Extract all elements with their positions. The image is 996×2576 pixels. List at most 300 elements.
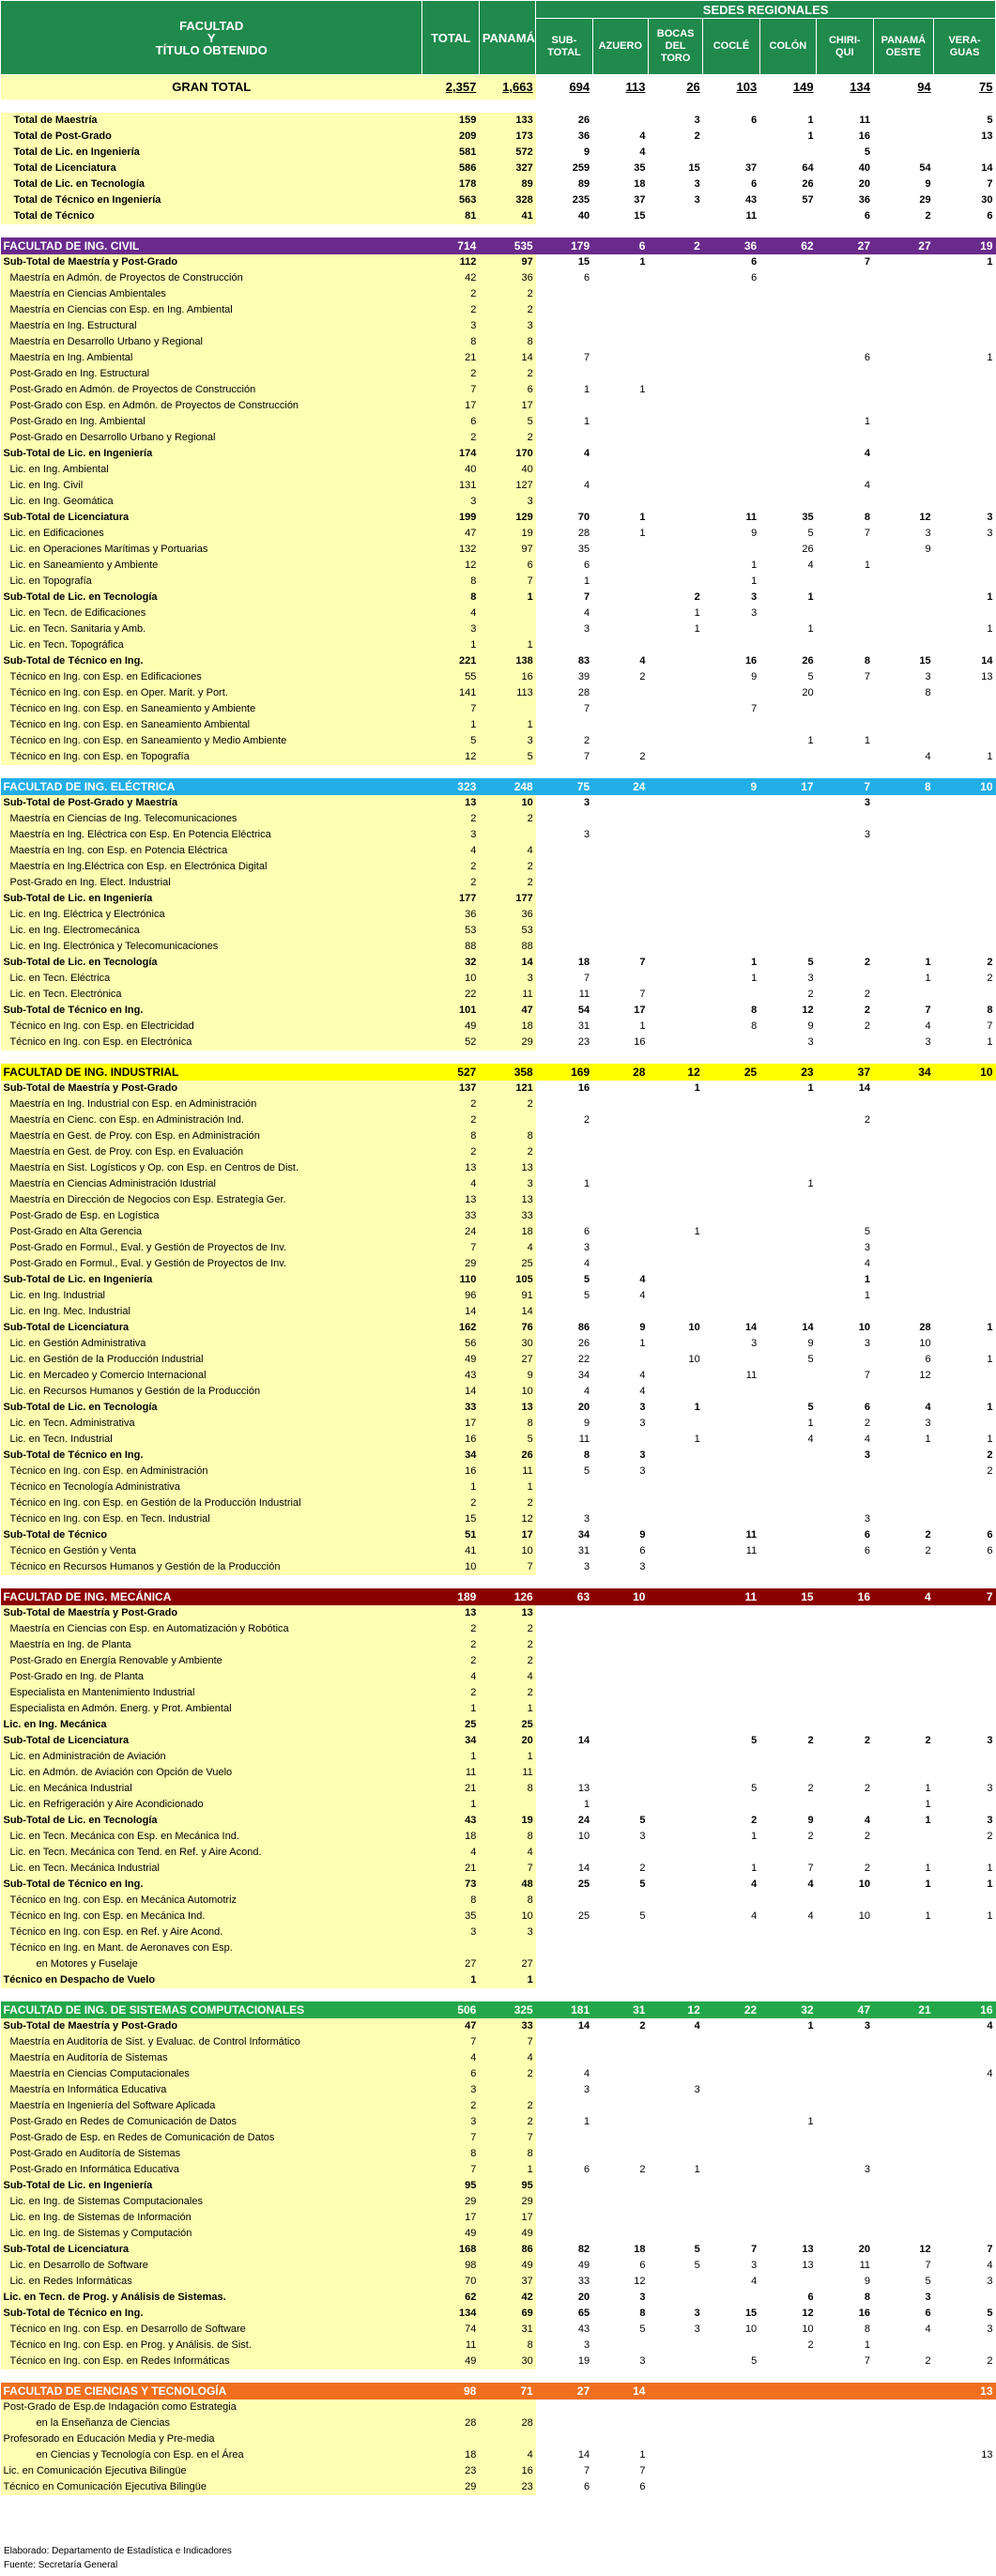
table-row bbox=[1, 302, 996, 318]
value-cell: 13 bbox=[422, 1605, 479, 1621]
value-cell: 2 bbox=[925, 1529, 931, 1541]
value-cell bbox=[873, 1511, 934, 1527]
value-cell bbox=[648, 318, 702, 334]
value-cell: 3 bbox=[694, 2323, 700, 2335]
value-cell: 36 bbox=[479, 907, 535, 923]
value-cell bbox=[703, 1685, 759, 1701]
value-cell: 7 bbox=[584, 591, 590, 603]
value-cell: 26 bbox=[802, 655, 814, 667]
table-row bbox=[1, 542, 996, 558]
value-cell: 21 bbox=[422, 350, 479, 366]
value-cell bbox=[817, 1749, 873, 1765]
value-cell: 12 bbox=[648, 2001, 702, 2018]
table-row bbox=[1, 1224, 996, 1240]
value-cell: 3 bbox=[639, 1418, 646, 1429]
value-cell bbox=[759, 318, 816, 334]
value-cell bbox=[873, 2463, 934, 2479]
value-cell bbox=[817, 2098, 873, 2114]
value-cell: 159 bbox=[422, 113, 479, 129]
value-cell bbox=[817, 318, 873, 334]
value-cell bbox=[536, 462, 592, 478]
value-cell: 8 bbox=[479, 334, 535, 350]
value-cell bbox=[759, 2146, 816, 2162]
value-cell bbox=[934, 2162, 996, 2178]
value-cell: 4 bbox=[479, 1240, 535, 1256]
value-cell: 1 bbox=[639, 384, 646, 395]
value-cell: 179 bbox=[536, 238, 592, 254]
value-cell: 358 bbox=[479, 1064, 535, 1081]
row-label: Lic. en Mercadeo y Comercio Internacional bbox=[1, 1368, 422, 1384]
value-cell: 8 bbox=[479, 2338, 535, 2354]
value-cell: 29 bbox=[422, 2479, 479, 2495]
value-cell bbox=[759, 2383, 816, 2400]
header-sedes-regionales: SEDES REGIONALES bbox=[536, 1, 996, 19]
value-cell bbox=[873, 2400, 934, 2415]
value-cell: 4 bbox=[422, 2050, 479, 2066]
table-row bbox=[1, 113, 996, 129]
value-cell: 3 bbox=[584, 1513, 590, 1525]
value-cell bbox=[536, 1637, 592, 1653]
value-cell: 18 bbox=[577, 957, 590, 968]
row-label: Lic. en Tecn. Sanitaria y Amb. bbox=[1, 621, 422, 637]
table-row bbox=[1, 749, 996, 765]
table-row bbox=[1, 811, 996, 827]
value-cell: 13 bbox=[981, 130, 993, 142]
value-cell bbox=[648, 653, 702, 669]
value-cell: 586 bbox=[422, 161, 479, 176]
value-cell: 62 bbox=[422, 2290, 479, 2306]
value-cell bbox=[592, 2050, 648, 2066]
value-cell bbox=[873, 1096, 934, 1112]
value-cell bbox=[536, 1128, 592, 1144]
value-cell bbox=[817, 843, 873, 859]
value-cell bbox=[817, 2114, 873, 2130]
value-cell bbox=[873, 254, 934, 270]
value-cell: 4 bbox=[864, 448, 870, 459]
value-cell bbox=[536, 2400, 592, 2415]
value-cell bbox=[873, 334, 934, 350]
value-cell bbox=[873, 286, 934, 302]
value-cell: 714 bbox=[422, 238, 479, 254]
value-cell bbox=[873, 1845, 934, 1861]
value-cell bbox=[759, 1845, 816, 1861]
value-cell: 2 bbox=[987, 973, 993, 984]
row-label: Técnico en Recursos Humanos y Gestión de la Producción bbox=[1, 1559, 422, 1575]
value-cell bbox=[759, 1940, 816, 1956]
value-cell: 36 bbox=[577, 130, 590, 142]
value-cell: 41 bbox=[422, 1543, 479, 1559]
value-cell bbox=[703, 1144, 759, 1160]
table-row bbox=[1, 2226, 996, 2242]
value-cell: 14 bbox=[479, 1304, 535, 1320]
value-cell: 34 bbox=[422, 1733, 479, 1749]
value-cell bbox=[873, 574, 934, 590]
row-label: Maestría en Desarrollo Urbano y Regional bbox=[1, 334, 422, 350]
value-cell: 14 bbox=[577, 2449, 590, 2461]
value-cell: 5 bbox=[987, 2308, 993, 2319]
value-cell bbox=[648, 286, 702, 302]
value-cell: 1 bbox=[807, 115, 814, 126]
value-cell bbox=[648, 1096, 702, 1112]
value-cell: 7 bbox=[925, 1004, 931, 1016]
value-cell: 7 bbox=[864, 1370, 870, 1381]
value-cell bbox=[703, 2479, 759, 2495]
value-cell bbox=[873, 1637, 934, 1653]
value-cell: 29 bbox=[479, 2194, 535, 2210]
table-row bbox=[1, 1829, 996, 1845]
value-cell: 2 bbox=[925, 2355, 931, 2367]
value-cell bbox=[873, 2479, 934, 2495]
row-label: Total de Lic. en Ingeniería bbox=[1, 145, 422, 161]
value-cell: 7 bbox=[584, 2465, 590, 2476]
value-cell: 4 bbox=[864, 1434, 870, 1445]
value-cell: 1 bbox=[639, 1020, 646, 1032]
value-cell bbox=[422, 1940, 479, 1956]
value-cell bbox=[648, 1717, 702, 1733]
row-label: en Ciencias y Tecnología con Esp. en el Área bbox=[1, 2447, 422, 2463]
value-cell: 4 bbox=[422, 1669, 479, 1685]
value-cell bbox=[703, 637, 759, 653]
value-cell: 16 bbox=[479, 2463, 535, 2479]
value-cell bbox=[817, 1144, 873, 1160]
value-cell bbox=[759, 414, 816, 430]
value-cell bbox=[536, 1192, 592, 1208]
table-row bbox=[1, 1035, 996, 1050]
value-cell: 2 bbox=[639, 751, 646, 762]
value-cell: 12 bbox=[634, 2276, 646, 2287]
value-cell bbox=[648, 1336, 702, 1352]
value-cell: 13 bbox=[422, 795, 479, 811]
faculty-row bbox=[1, 2383, 996, 2400]
value-cell bbox=[648, 510, 702, 526]
value-cell bbox=[648, 334, 702, 350]
value-cell: 4 bbox=[751, 1910, 758, 1922]
value-cell: 3 bbox=[751, 2260, 758, 2271]
table-row bbox=[1, 1112, 996, 1128]
value-cell: 3 bbox=[422, 1924, 479, 1940]
value-cell bbox=[648, 1940, 702, 1956]
row-label: Post-Grado en Desarrollo Urbano y Regional bbox=[1, 430, 422, 446]
value-cell bbox=[536, 875, 592, 891]
value-cell: 3 bbox=[584, 623, 590, 635]
value-cell: 327 bbox=[479, 161, 535, 176]
value-cell: 1 bbox=[987, 591, 993, 603]
value-cell bbox=[703, 1765, 759, 1781]
value-cell: 1 bbox=[639, 256, 646, 268]
row-label: Post-Grado en Redes de Comunicación de Datos bbox=[1, 2114, 422, 2130]
table-row bbox=[1, 1924, 996, 1940]
value-cell bbox=[934, 145, 996, 161]
value-cell bbox=[703, 1495, 759, 1511]
value-cell bbox=[648, 2066, 702, 2082]
value-cell bbox=[592, 923, 648, 939]
value-cell: 16 bbox=[744, 655, 758, 667]
value-cell: 328 bbox=[479, 192, 535, 208]
value-cell: 1 bbox=[807, 2020, 814, 2032]
value-cell bbox=[536, 2146, 592, 2162]
value-cell bbox=[536, 637, 592, 653]
value-cell bbox=[703, 2114, 759, 2130]
value-cell bbox=[934, 1240, 996, 1256]
table-row bbox=[1, 1621, 996, 1637]
value-cell bbox=[873, 1701, 934, 1717]
table-row bbox=[1, 2258, 996, 2274]
value-cell: 3 bbox=[864, 2020, 870, 2032]
table-row bbox=[1, 1877, 996, 1893]
value-cell: 36 bbox=[422, 907, 479, 923]
value-cell: 29 bbox=[422, 1256, 479, 1272]
value-cell: 12 bbox=[802, 1004, 814, 1016]
row-label: Maestría en Ciencias con Esp. en Ing. Ambiental bbox=[1, 302, 422, 318]
value-cell bbox=[536, 2415, 592, 2431]
value-cell bbox=[873, 907, 934, 923]
value-cell: 3 bbox=[987, 528, 993, 539]
table-row bbox=[1, 1653, 996, 1669]
value-cell: 14 bbox=[479, 350, 535, 366]
value-cell: 89 bbox=[577, 178, 590, 190]
value-cell: 3 bbox=[639, 1465, 646, 1477]
value-cell: 53 bbox=[479, 923, 535, 939]
value-cell bbox=[703, 1208, 759, 1224]
value-cell bbox=[703, 478, 759, 494]
value-cell bbox=[592, 414, 648, 430]
value-cell: 581 bbox=[422, 145, 479, 161]
value-cell: 1 bbox=[925, 973, 931, 984]
value-cell: 3 bbox=[694, 194, 700, 206]
value-cell: 10 bbox=[744, 2323, 758, 2335]
value-cell bbox=[759, 1924, 816, 1940]
value-cell: 4 bbox=[694, 2020, 700, 2032]
value-cell bbox=[934, 1272, 996, 1288]
value-cell: 25 bbox=[422, 1717, 479, 1733]
value-cell: 1 bbox=[987, 1322, 993, 1333]
value-cell: 2 bbox=[422, 1096, 479, 1112]
value-cell bbox=[703, 2210, 759, 2226]
table-row bbox=[1, 1448, 996, 1464]
value-cell: 6 bbox=[639, 2481, 646, 2492]
value-cell bbox=[759, 430, 816, 446]
table-row bbox=[1, 2242, 996, 2258]
value-cell: 6 bbox=[864, 352, 870, 363]
table-row bbox=[1, 2479, 996, 2495]
faculty-row bbox=[1, 778, 996, 795]
value-cell bbox=[648, 574, 702, 590]
value-cell: 2 bbox=[479, 286, 535, 302]
value-cell: 8 bbox=[873, 778, 934, 795]
value-cell: 4 bbox=[479, 2050, 535, 2066]
value-cell: 1 bbox=[864, 735, 870, 746]
value-cell bbox=[934, 1605, 996, 1621]
value-cell: 4 bbox=[639, 1370, 646, 1381]
value-cell: 16 bbox=[858, 130, 870, 142]
table-row bbox=[1, 1813, 996, 1829]
row-label: Lic. en Ing. Electrónica y Telecomunicaciones bbox=[1, 939, 422, 955]
value-cell bbox=[648, 2194, 702, 2210]
value-cell bbox=[934, 1416, 996, 1432]
value-cell bbox=[592, 701, 648, 717]
value-cell: 2 bbox=[479, 875, 535, 891]
value-cell: 95 bbox=[422, 2178, 479, 2194]
value-cell bbox=[759, 398, 816, 414]
value-cell: 1 bbox=[584, 1178, 590, 1189]
value-cell bbox=[817, 398, 873, 414]
faculty-row bbox=[1, 238, 996, 254]
table-row bbox=[1, 907, 996, 923]
value-cell: 19 bbox=[577, 2355, 590, 2367]
value-cell: 7 bbox=[584, 973, 590, 984]
table-row bbox=[1, 1749, 996, 1765]
value-cell: 4 bbox=[751, 2276, 758, 2287]
value-cell: 26 bbox=[577, 1338, 590, 1349]
value-cell bbox=[703, 2162, 759, 2178]
value-cell bbox=[817, 685, 873, 701]
value-cell bbox=[648, 1272, 702, 1288]
row-label: Total de Lic. en Tecnología bbox=[1, 176, 422, 192]
value-cell: 9 bbox=[925, 544, 931, 555]
value-cell bbox=[873, 1480, 934, 1495]
value-cell: 3 bbox=[694, 2084, 700, 2095]
value-cell bbox=[648, 1416, 702, 1432]
value-cell bbox=[817, 1972, 873, 1988]
value-cell: 9 bbox=[751, 671, 758, 682]
value-cell bbox=[648, 2338, 702, 2354]
value-cell bbox=[648, 446, 702, 462]
value-cell bbox=[703, 2431, 759, 2447]
row-label: Post-Grado en Formul., Eval. y Gestión de Proyectos de Inv. bbox=[1, 1256, 422, 1272]
value-cell bbox=[934, 907, 996, 923]
value-cell bbox=[759, 2354, 816, 2369]
value-cell bbox=[759, 1765, 816, 1781]
value-cell bbox=[759, 574, 816, 590]
value-cell bbox=[759, 208, 816, 224]
value-cell: 2 bbox=[422, 366, 479, 382]
value-cell bbox=[759, 1511, 816, 1527]
value-cell: 127 bbox=[479, 478, 535, 494]
value-cell: 2 bbox=[422, 286, 479, 302]
value-cell: 5 bbox=[987, 115, 993, 126]
value-cell bbox=[934, 1112, 996, 1128]
value-cell: 34 bbox=[422, 1448, 479, 1464]
value-cell: 25 bbox=[703, 1064, 759, 1081]
table-row bbox=[1, 1096, 996, 1112]
value-cell: 4 bbox=[639, 146, 646, 158]
value-cell bbox=[592, 1081, 648, 1096]
value-cell bbox=[934, 334, 996, 350]
value-cell: 11 bbox=[479, 1464, 535, 1480]
value-cell bbox=[592, 558, 648, 574]
value-cell: 2 bbox=[639, 671, 646, 682]
value-cell bbox=[592, 2226, 648, 2242]
value-cell bbox=[592, 542, 648, 558]
value-cell: 2 bbox=[479, 1637, 535, 1653]
value-cell: 170 bbox=[479, 446, 535, 462]
value-cell bbox=[759, 1288, 816, 1304]
value-cell bbox=[759, 1972, 816, 1988]
value-cell: 63 bbox=[536, 1588, 592, 1605]
value-cell: 14 bbox=[422, 1304, 479, 1320]
value-cell: 2 bbox=[864, 989, 870, 1000]
value-cell: 5 bbox=[584, 1465, 590, 1477]
value-cell bbox=[759, 1495, 816, 1511]
row-label: Total de Licenciatura bbox=[1, 161, 422, 176]
value-cell bbox=[592, 875, 648, 891]
value-cell bbox=[703, 1956, 759, 1972]
value-cell bbox=[648, 1909, 702, 1924]
value-cell: 28 bbox=[919, 1322, 931, 1333]
value-cell: 14 bbox=[858, 1082, 870, 1094]
value-cell bbox=[648, 1112, 702, 1128]
value-cell bbox=[648, 1972, 702, 1988]
value-cell: 2 bbox=[479, 2066, 535, 2082]
row-label: Sub-Total de Licenciatura bbox=[1, 1733, 422, 1749]
header-facultad: FACULTAD Y TÍTULO OBTENIDO bbox=[1, 1, 422, 75]
value-cell: 2 bbox=[864, 1783, 870, 1794]
value-cell: 14 bbox=[744, 1322, 758, 1333]
value-cell: 134 bbox=[850, 80, 870, 94]
value-cell: 3 bbox=[422, 2114, 479, 2130]
row-label: Sub-Total de Licenciatura bbox=[1, 1320, 422, 1336]
value-cell: 2 bbox=[925, 210, 931, 222]
value-cell bbox=[817, 590, 873, 606]
value-cell bbox=[592, 302, 648, 318]
value-cell: 11 bbox=[422, 1765, 479, 1781]
value-cell: 8 bbox=[864, 2292, 870, 2303]
value-cell: 49 bbox=[422, 2354, 479, 2369]
value-cell bbox=[817, 2383, 873, 2400]
value-cell bbox=[592, 350, 648, 366]
value-cell bbox=[648, 382, 702, 398]
value-cell bbox=[759, 462, 816, 478]
value-cell bbox=[648, 1019, 702, 1035]
value-cell bbox=[648, 907, 702, 923]
table-row bbox=[1, 414, 996, 430]
value-cell bbox=[422, 2400, 479, 2415]
value-cell bbox=[873, 859, 934, 875]
value-cell bbox=[648, 1384, 702, 1400]
value-cell: 20 bbox=[577, 2292, 590, 2303]
value-cell bbox=[934, 1304, 996, 1320]
value-cell bbox=[759, 923, 816, 939]
value-cell bbox=[648, 494, 702, 510]
value-cell bbox=[873, 1256, 934, 1272]
value-cell: 10 bbox=[858, 1322, 870, 1333]
value-cell: 4 bbox=[807, 560, 814, 571]
value-cell bbox=[759, 350, 816, 366]
table-row bbox=[1, 334, 996, 350]
value-cell bbox=[648, 1288, 702, 1304]
value-cell bbox=[648, 1653, 702, 1669]
value-cell: 2 bbox=[584, 1114, 590, 1126]
value-cell bbox=[536, 1685, 592, 1701]
value-cell: 47 bbox=[479, 1003, 535, 1019]
value-cell bbox=[873, 939, 934, 955]
value-cell: 31 bbox=[577, 1020, 590, 1032]
value-cell bbox=[648, 1701, 702, 1717]
row-label: Sub-Total de Lic. en Tecnología bbox=[1, 955, 422, 971]
value-cell: 1 bbox=[422, 1749, 479, 1765]
faculty-name: FACULTAD DE ING. INDUSTRIAL bbox=[1, 1064, 422, 1081]
table-row bbox=[1, 685, 996, 701]
value-cell bbox=[759, 1685, 816, 1701]
value-cell bbox=[873, 1272, 934, 1288]
value-cell: 2 bbox=[639, 2020, 646, 2032]
value-cell: 1 bbox=[864, 560, 870, 571]
value-cell bbox=[648, 669, 702, 685]
table-row bbox=[1, 955, 996, 971]
value-cell bbox=[703, 2415, 759, 2431]
value-cell bbox=[817, 1096, 873, 1112]
value-cell: 25 bbox=[577, 1878, 590, 1890]
